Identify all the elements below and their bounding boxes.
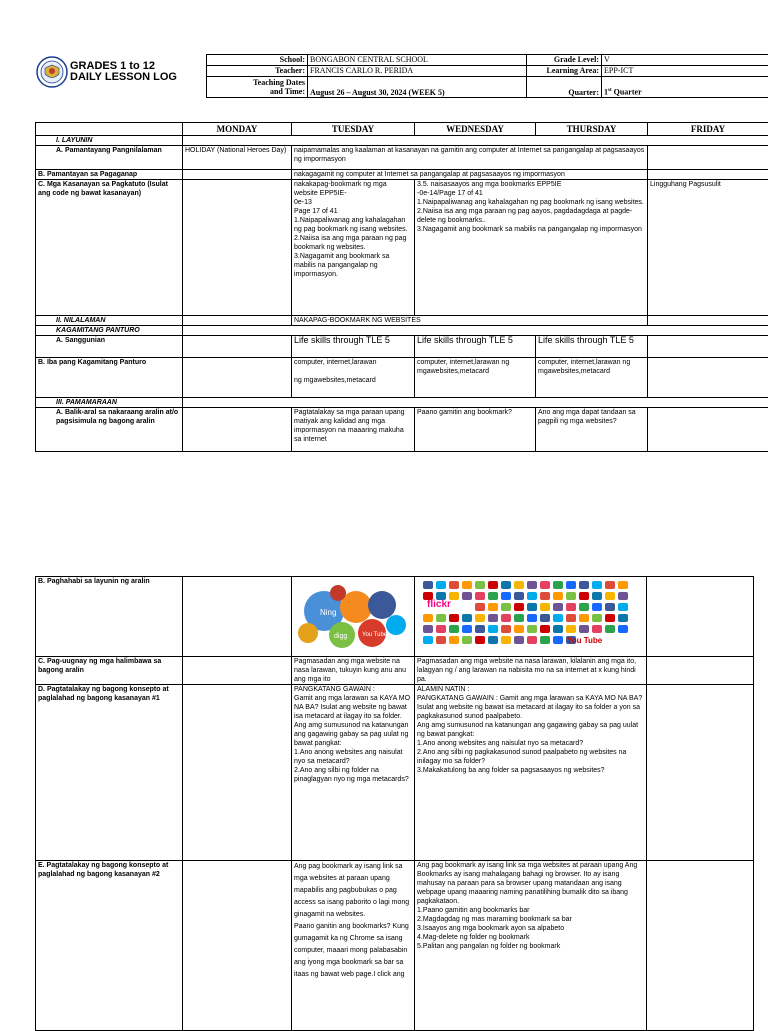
website-logo-tile [553,614,563,622]
quarter-value [602,77,768,98]
deped-seal-logo [36,56,68,88]
section-pamamaraan: III. PAMAMARAAN [36,398,183,408]
friday-empty-b [648,170,768,180]
day-thursday: THURSDAY [536,123,648,136]
pamamaraan-empty [183,398,768,408]
quarter-word: Quarter [612,88,642,97]
website-logo-tile [540,603,550,611]
monday-empty-s [183,336,292,358]
corner-cell [36,123,183,136]
website-logo-tile [462,625,472,633]
website-logo-tile [436,581,446,589]
sanggunian-wednesday: Life skills through TLE 5 [415,336,536,358]
website-logo-tile [488,592,498,600]
balik-wednesday: Paano gamitin ang bookmark? [415,408,536,452]
quarter-label: Quarter: [527,77,602,98]
website-logo-tile [514,581,524,589]
doc-title-line2: DAILY LESSON LOG [70,72,177,83]
website-logo-tile [618,614,628,622]
monday-empty-ba [183,408,292,452]
doc-title-line1: GRADES 1 to 12 [70,61,177,72]
layunin-empty [183,136,768,146]
website-logo-tile [579,603,589,611]
row-label-pagaganap: B. Pamantayan sa Pagaganap [36,170,183,180]
friday-empty-p2b [647,577,754,657]
img1-youtube: You Tube [362,632,388,638]
website-logo-tile [592,614,602,622]
iba-tuesday: computer, internet,larawan ng mgawebsites,metacard [292,358,415,398]
website-logo-tile [514,614,524,622]
header-info-table [206,54,768,98]
website-logo-tile [618,592,628,600]
img1-digg: digg [334,633,347,640]
row-label-pag-uugnay: C. Pag-uugnay ng mga halimbawa sa bagong aralin [36,657,183,685]
website-logo-tile [553,636,563,644]
pag-uugnay-wedthu: Pagmasadan ang mga website na nasa larawan, kilalanin ang mga ito, lalagyan ng / ang larawan na nabisita mo na sa internet at x kung hindi pa. [415,657,647,685]
sanggunian-tuesday: Life skills through TLE 5 [292,336,415,358]
row-label-pagtatalakay-2: E. Pagtatalakay ng bagong konsepto at paglalahad ng bagong kasanayan #2 [36,861,183,1031]
website-logo-tile [553,603,563,611]
website-logo-tile [605,614,615,622]
website-logo-tile [501,581,511,589]
img2-flickr: flickr [427,599,451,610]
website-logo-tile [449,614,459,622]
friday-empty-ba [648,408,768,452]
website-logo-tile [592,625,602,633]
area-label: Learning Area: [527,66,602,77]
pagaganap-text: nakagagamit ng computer at Internet sa pangangalap at pagsasaayos ng impormasyon [292,170,648,180]
school-value: BONGABON CENTRAL SCHOOL [308,55,527,66]
friday-empty-n [648,316,768,326]
pagtatalakay1-tuesday: PANGKATANG GAWAIN : Gamit ang mga larawan sa KAYA MO NA BA? Isulat ang website ng bawat isa metacard at ilagay ito sa folder. Ang amg sumusunod na katanungan ang gagawing gabay sa pag uulat ng bawat pangkat: 1.Ano anong websites ang naisulat nyo sa metacard? 2.Ano ang silbi ng folder na pinaglagyan nyo ng mga metacards? [292,685,415,861]
website-logo-tile [592,592,602,600]
website-logo-tile [618,603,628,611]
pamantayang-text: naipamamalas ang kaalaman at kasanayan na gamitin ang computer at Internet sa pangangalap at pagsasaayos ng impormasyon [292,146,648,170]
day-friday: FRIDAY [648,123,768,136]
website-logo-tile [527,592,537,600]
website-logo-tile [514,636,524,644]
website-logo-tile [501,592,511,600]
section-nilalaman: II. NILALAMAN [36,316,183,326]
section-layunin: I. LAYUNIN [36,136,183,146]
website-logo-tile [540,625,550,633]
website-logo-tile [462,592,472,600]
website-logo-tile [449,625,459,633]
row-label-balik-aral: A. Balik-aral sa nakaraang aralin at/o pagsisimula ng bagong aralin [36,408,183,452]
website-logo-tile [462,636,472,644]
website-logo-tile [488,581,498,589]
website-logo-tile [501,625,511,633]
friday-empty-p2d [647,685,754,861]
school-label: School: [207,55,308,66]
website-logo-tile [501,636,511,644]
website-logo-tile [501,614,511,622]
monday-empty-i [183,358,292,398]
pagtatalakay2-tuesday: Ang pag bookmark ay isang link sa mga websites at paraan upang mapabilis ang pagbubukas o pag access sa isang paborito o lagi mong ginagamit na websites. Paano ganitin ang bookmarks? Kung gumagamit ka ng Chrome sa isang computer, maaari mong palabasabin ang iyong mga bookmark sa bar sa itaas ng bawat web page.I click ang [292,861,415,1031]
day-tuesday: TUESDAY [292,123,415,136]
website-logo-tile [592,581,602,589]
teacher-value: FRANCIS CARLO R. PERIDA [308,66,527,77]
friday-empty-i [648,358,768,398]
monday-empty-p2b [183,577,292,657]
section-kagamitan: KAGAMITANG PANTURO [36,326,183,336]
website-logo-tile [488,614,498,622]
website-logo-tile [475,614,485,622]
friday-empty-s [648,336,768,358]
website-logo-tile [488,603,498,611]
website-logo-tile [605,592,615,600]
website-logo-tile [423,636,433,644]
website-logo-tile [436,614,446,622]
website-logo-tile [579,614,589,622]
row-label-kasanayan: C. Mga Kasanayan sa Pagkatuto (Isulat ang code ng bawat kasanayan) [36,180,183,316]
doc-title [70,61,177,83]
website-logo-tile [579,592,589,600]
website-logo-tile [540,581,550,589]
website-logo-tile [527,603,537,611]
website-logo-tile [514,625,524,633]
social-media-bubbles-image [292,577,415,657]
pag-uugnay-tuesday: Pagmasadan ang mga website na nasa larawan, tukuyin kung anu anu ang mga ito [292,657,415,685]
pagtatalakay2-wedthu: Ang pag bookmark ay isang link sa mga websites at paraan upang Ang Bookmarks ay isang mahalagang bahagi ng browser. Ito ay isang mahusay na paraan para sa browser upang matandaan ang isang webpage upang maaaring naming panatilihing bumalik dito sa ibang pagkakataon. 1.Paano gamitin ang bookmarks bar 2.Magdagdag ng mas maraming bookmark sa bar 3.Isaayos ang mga bookmark ayon sa alpabeto 4.Mag-delete ng folder ng bookmark 5.Palitan ang pangalan ng folder ng bookmark [415,861,647,1031]
monday-empty-c [183,180,292,316]
sanggunian-thursday: Life skills through TLE 5 [536,336,648,358]
row-label-sanggunian: A. Sanggunian [36,336,183,358]
monday-empty-p2c [183,657,292,685]
row-label-pagtatalakay-1: D. Pagtatalakay ng bagong konsepto at paglalahad ng bagong kasanayan #1 [36,685,183,861]
website-logo-tile [540,592,550,600]
monday-holiday: HOLIDAY (National Heroes Day) [183,146,292,170]
grade-value: V [602,55,768,66]
website-logo-tile [475,581,485,589]
dates-value: August 26 – August 30, 2024 (WEEK 5) [308,77,527,98]
website-logo-tile [605,603,615,611]
balik-thursday: Ano ang mga dapat tandaan sa pagpili ng mga websites? [536,408,648,452]
logo-grid-svg [417,577,645,653]
iba-wednesday: computer, internet,larawan ng mgawebsites,metacard [415,358,536,398]
website-logo-tile [423,625,433,633]
friday-empty-a [648,146,768,170]
lesson-table-part2 [35,576,754,1031]
quarter-sup: st [608,88,612,93]
website-logos-grid-image [415,577,647,657]
website-logo-tile [566,603,576,611]
area-value: EPP-ICT [602,66,768,77]
website-logo-tile [462,614,472,622]
website-logo-tile [436,636,446,644]
website-logo-tile [475,592,485,600]
iba-thursday: computer, internet,larawan ng mgawebsites,metacard [536,358,648,398]
website-logo-tile [475,625,485,633]
dates-label-1: Teaching Dates [209,78,305,87]
website-logo-tile [566,614,576,622]
row-label-paghahabi: B. Paghahabi sa layunin ng aralin [36,577,183,657]
website-logo-tile [605,581,615,589]
website-logo-tile [579,625,589,633]
kasanayan-wedthu: 3.5. naisasaayos ang mga bookmarks EPP5IE -0e-14/Page 17 of 41 1.Naipapaliwanag ang kahalagahan ng pag bookmark ng isang websites. 2.Naiisa isa ang mga paraan ng pag aayos, pagdadagdaga at pagde-delete ng bookmarks.. 3.Nagagamit ang bookmark sa mabilis na pangangalap ng impormasyon [415,180,648,316]
website-logo-tile [514,603,524,611]
website-logo-tile [527,581,537,589]
website-logo-tile [423,614,433,622]
website-logo-tile [540,636,550,644]
website-logo-tile [462,581,472,589]
website-logo-tile [553,592,563,600]
monday-empty-n [183,316,292,326]
website-logo-tile [566,625,576,633]
website-logo-tile [527,625,537,633]
row-label-iba-pang: B. Iba pang Kagamitang Panturo [36,358,183,398]
monday-empty-b [183,170,292,180]
website-logo-tile [605,625,615,633]
monday-empty-p2e [183,861,292,1031]
kasanayan-friday: Lingguhang Pagsusulit [648,180,768,316]
row-label-pamantayang: A. Pamantayang Pangnilalaman [36,146,183,170]
website-logo-tile [527,636,537,644]
quarter-num: 1 [604,88,608,97]
website-logo-tile [449,636,459,644]
friday-empty-p2c [647,657,754,685]
website-logo-tile [475,636,485,644]
website-logo-tile [540,614,550,622]
balik-tuesday: Pagtatalakay sa mga paraan upang matiyak ang kalidad ang mga impormasyon na maaaring makuha sa internet [292,408,415,452]
website-logo-tile [618,581,628,589]
lesson-table-part1 [35,122,768,452]
dates-label [207,77,308,98]
website-logo-tile [553,581,563,589]
day-monday: MONDAY [183,123,292,136]
kagamitan-empty [183,326,768,336]
teacher-label: Teacher: [207,66,308,77]
website-logo-tile [514,592,524,600]
website-logo-tile [436,625,446,633]
website-logo-tile [527,614,537,622]
pagtatalakay1-wedthu: ALAMIN NATIN : PANGKATANG GAWAIN : Gamit ang mga larawan sa KAYA MO NA BA? Isulat ang website ng bawat isa metacard at ilagay ito sa folder a yon sa pagkakasunod sunod paalpabeto. Ang amg sumusunod na katanungan ang gagawing gabay sa pag uulat ng bawat pangkat: 1.Ano anong websites ang naisulat nyo sa metacard? 2.Ano ang silbi ng pagkakasunod sunod paalpabeto ng websites na inilagay mo sa folder? 3.Makakatulong ba ang folder sa pagsasaayos ng websites? [415,685,647,861]
grade-label: Grade Level: [527,55,602,66]
day-wednesday: WEDNESDAY [415,123,536,136]
img1-ning: Ning [320,608,336,617]
website-logo-tile [423,581,433,589]
dates-label-2: and Time: [209,87,305,96]
website-logo-tile [592,603,602,611]
website-logo-tile [475,603,485,611]
friday-empty-p2e [647,861,754,1031]
website-logo-tile [553,625,563,633]
website-logo-tile [579,581,589,589]
website-logo-tile [566,581,576,589]
nilalaman-text: NAKAPAG-BOOKMARK NG WEBSITES [292,316,648,326]
website-logo-tile [449,581,459,589]
website-logo-tile [488,625,498,633]
website-logo-tile [488,636,498,644]
website-logo-tile [618,625,628,633]
img2-youtube: You Tube [567,636,603,645]
monday-empty-p2d [183,685,292,861]
website-logo-tile [566,592,576,600]
kasanayan-tuesday: nakakapag-bookmark ng mga website EPP5IE- 0e-13 Page 17 of 41 1.Naipapaliwanag ang kahalagahan ng pag bookmark ng isang websites. 2.Naiisa isa ang mga paraan ng pag bookmark ng websites. 3.Nagagamit ang bookmark sa mabilis na pangangalap ng impormasyon. [292,180,415,316]
website-logo-tile [501,603,511,611]
